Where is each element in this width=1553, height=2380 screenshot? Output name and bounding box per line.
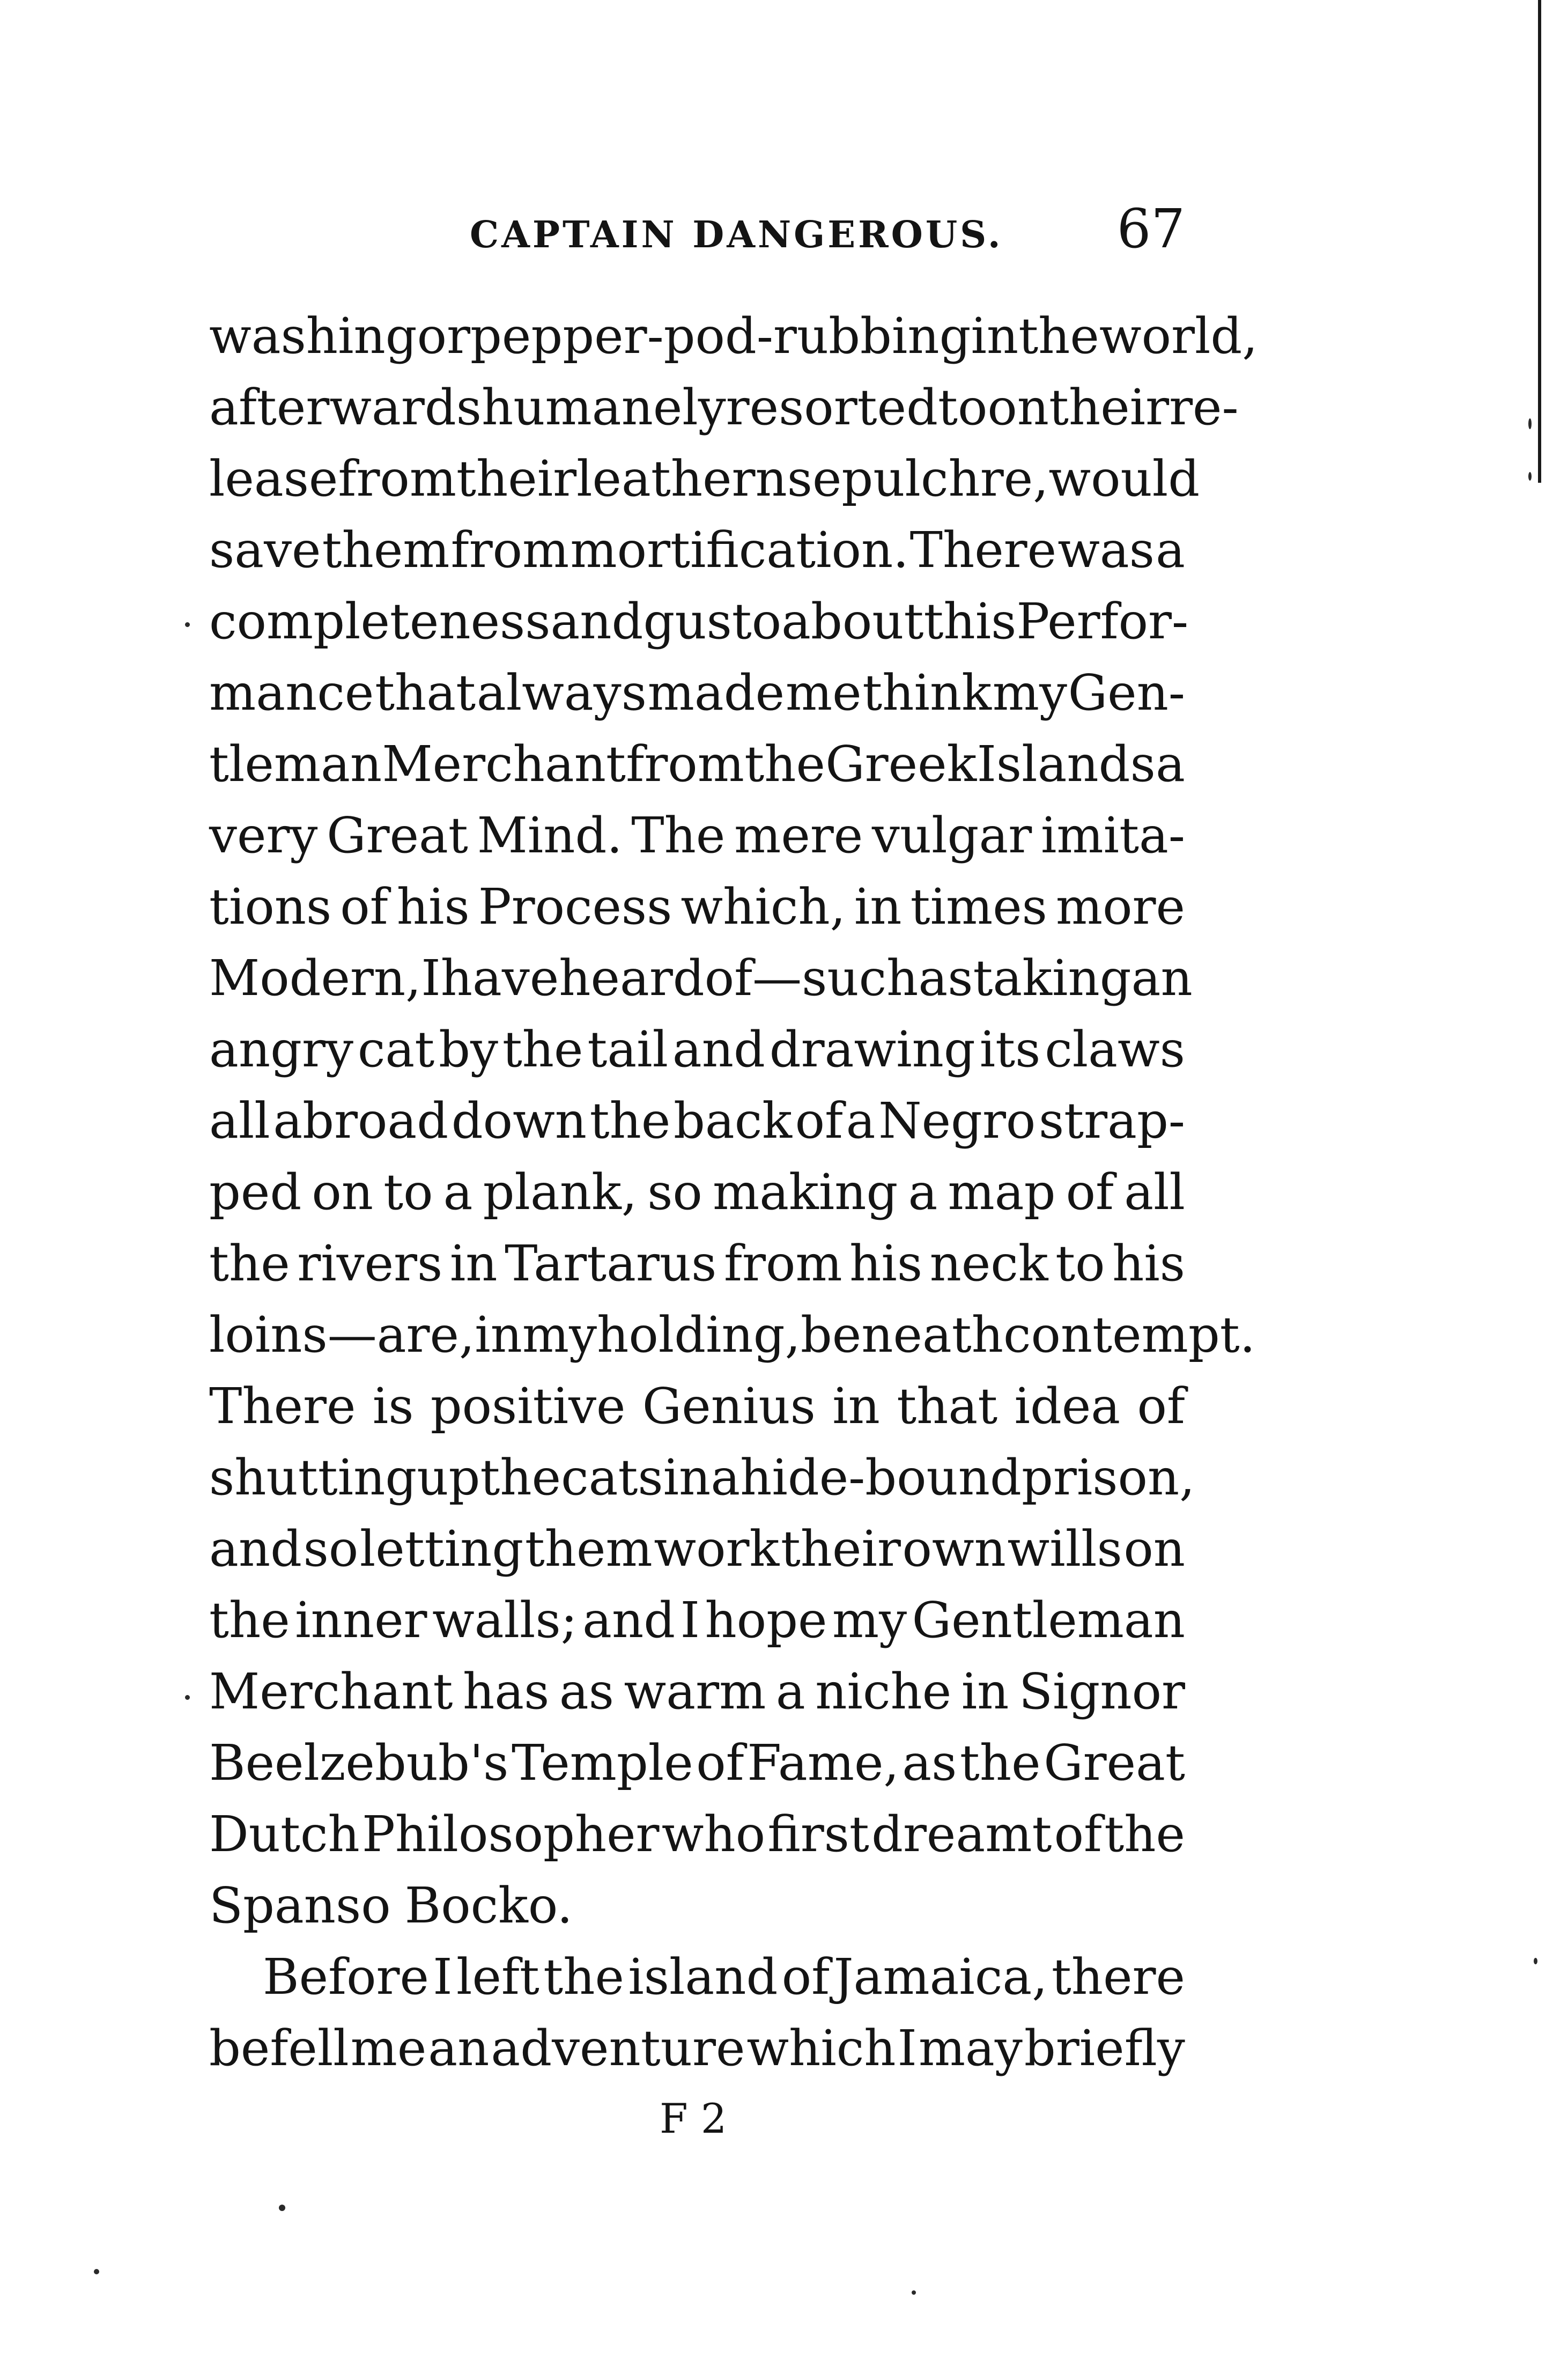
word: of—such: [704, 949, 919, 1007]
text-line: [209, 1085, 1185, 1156]
word: times: [910, 878, 1047, 935]
word: an: [1131, 949, 1193, 1007]
word: loins—are,: [209, 1306, 475, 1364]
word: taking: [973, 949, 1132, 1007]
word: neck: [929, 1235, 1048, 1292]
text-line: [209, 443, 1200, 514]
word: a: [711, 1449, 741, 1506]
word: mere: [734, 807, 863, 864]
text-line: [209, 1442, 1195, 1513]
word: ped: [209, 1163, 302, 1221]
text-line: [209, 1228, 1185, 1299]
word: washing: [209, 307, 417, 365]
word: in: [961, 1663, 1009, 1720]
word: Philosopher: [361, 1806, 660, 1863]
text-line: [209, 942, 1193, 1014]
word: hope: [705, 1591, 827, 1649]
word: as: [918, 949, 973, 1007]
word: I: [421, 949, 441, 1007]
word: beneath: [800, 1306, 1004, 1364]
word: in: [663, 1449, 711, 1506]
word: so: [647, 1163, 702, 1221]
print-speck: [185, 622, 190, 627]
page-number: 67: [1116, 197, 1185, 260]
text-line: [209, 1585, 1185, 1656]
body-text: [209, 300, 1258, 2084]
word: or: [417, 307, 471, 365]
text-line: [209, 657, 1185, 728]
word: more: [1055, 878, 1185, 935]
word: Negro: [878, 1092, 1036, 1150]
word: his: [849, 1235, 923, 1292]
word: the: [209, 1235, 290, 1292]
word: my: [992, 664, 1067, 721]
word: There: [909, 521, 1057, 579]
print-speck: [1528, 418, 1532, 429]
word: mortification.: [570, 521, 909, 579]
word: from: [450, 521, 570, 579]
word: inner: [295, 1591, 427, 1649]
word: mance: [209, 664, 374, 721]
word: his: [1112, 1235, 1185, 1292]
word: of: [1054, 1806, 1103, 1863]
word: lease: [209, 450, 338, 507]
word: my: [522, 1306, 597, 1364]
text-line: [209, 1727, 1185, 1799]
word: Signor: [1018, 1663, 1185, 1720]
word: heard: [559, 949, 705, 1007]
word: of: [1066, 1163, 1114, 1221]
word: which: [746, 2020, 896, 2077]
word: cat: [357, 1021, 435, 1078]
word: think: [862, 664, 992, 721]
word: hide-bound: [740, 1449, 1022, 1506]
print-speck: [279, 2205, 285, 2211]
text-line: [209, 1156, 1185, 1228]
word: letting: [359, 1520, 524, 1578]
word: resorted: [726, 379, 938, 436]
word: on: [312, 1163, 374, 1221]
word: made: [647, 664, 785, 721]
word: idea: [1014, 1377, 1121, 1435]
word: the: [543, 1948, 624, 2006]
word: Gen-: [1068, 664, 1185, 721]
word: in: [854, 878, 902, 935]
word: the: [502, 1021, 583, 1078]
word: pepper-pod-rubbing: [470, 307, 971, 365]
word: all: [209, 1092, 270, 1150]
word: an: [428, 2020, 490, 2077]
text-line: [209, 1799, 1185, 1870]
text-line: [209, 1370, 1185, 1442]
text-line: [209, 800, 1185, 871]
word: in: [832, 1377, 880, 1435]
word: in: [449, 1235, 498, 1292]
word: shutting: [209, 1449, 417, 1506]
word: have: [440, 949, 559, 1007]
word: imita-: [1041, 807, 1185, 864]
word: the: [959, 1734, 1041, 1792]
word: by: [439, 1021, 498, 1078]
word: my: [832, 1591, 907, 1649]
text-line: [209, 728, 1185, 800]
word: a: [1156, 521, 1185, 579]
word: so: [303, 1520, 359, 1578]
word: wills: [1007, 1520, 1122, 1578]
word: left: [456, 1948, 539, 2006]
word: walls;: [432, 1591, 578, 1649]
word: me: [785, 664, 862, 721]
word: Merchant: [209, 1663, 453, 1720]
word: leathern: [576, 450, 787, 507]
word: all: [1124, 1163, 1185, 1221]
word: that: [375, 664, 476, 721]
word: of: [795, 1092, 844, 1150]
word: afterwards: [209, 379, 482, 436]
word: is: [372, 1377, 414, 1435]
word: map: [948, 1163, 1056, 1221]
word: Fame,: [747, 1734, 899, 1792]
word: Beelzebub's: [209, 1734, 509, 1792]
word: was: [1057, 521, 1155, 579]
word: me: [350, 2020, 427, 2077]
word: completeness: [209, 593, 551, 650]
word: Before: [263, 1948, 429, 2006]
word: save: [209, 521, 321, 579]
word: back: [673, 1092, 792, 1150]
text-line: [209, 871, 1185, 942]
print-speck: [912, 2290, 916, 2295]
word: who: [661, 1806, 766, 1863]
word: angry: [209, 1021, 353, 1078]
word: there: [1051, 1948, 1185, 2006]
word: their: [456, 450, 577, 507]
word: making: [712, 1163, 898, 1221]
word: Spanso: [209, 1877, 391, 1934]
word: from: [626, 735, 744, 793]
word: may: [918, 2020, 1023, 2077]
word: that: [897, 1377, 998, 1435]
print-speck: [185, 1695, 190, 1700]
word: gusto: [643, 593, 782, 650]
word: a: [443, 1163, 473, 1221]
text-line: [209, 1656, 1185, 1727]
word: vulgar: [871, 807, 1032, 864]
word: very: [209, 807, 318, 864]
word: tail: [587, 1021, 669, 1078]
word: in: [475, 1306, 522, 1364]
word: I: [897, 2020, 917, 2077]
word: strap-: [1038, 1092, 1185, 1150]
word: the: [209, 1591, 290, 1649]
word: of: [340, 878, 388, 935]
word: always: [476, 664, 647, 721]
word: of: [1137, 1377, 1185, 1435]
word: and: [209, 1520, 302, 1578]
word: of: [781, 1948, 830, 2006]
word: briefly: [1024, 2020, 1185, 2077]
text-line: [209, 300, 1258, 372]
word: its: [979, 1021, 1041, 1078]
word: Great: [1044, 1734, 1185, 1792]
text-line: [209, 372, 1239, 443]
word: the: [1104, 1806, 1185, 1863]
word: Process: [478, 878, 672, 935]
text-line: [209, 1014, 1185, 1085]
word: down: [451, 1092, 587, 1150]
print-speck: [1534, 1958, 1537, 1964]
word: his: [396, 878, 470, 935]
word: I: [680, 1591, 700, 1649]
text-line: [209, 586, 1189, 657]
word: and: [550, 593, 644, 650]
word: plank,: [483, 1163, 638, 1221]
word: to: [383, 1163, 433, 1221]
word: Temple: [511, 1734, 693, 1792]
word: The: [631, 807, 726, 864]
word: abroad: [273, 1092, 449, 1150]
word: has: [463, 1663, 550, 1720]
word: up: [417, 1449, 480, 1506]
word: from: [723, 1235, 842, 1292]
text-line: [209, 1299, 1255, 1370]
word: their: [780, 1520, 901, 1578]
print-speck: [94, 2269, 99, 2274]
word: Greek: [825, 735, 977, 793]
word: Merchant: [382, 735, 626, 793]
word: this: [923, 593, 1017, 650]
word: from: [338, 450, 457, 507]
word: contempt.: [1003, 1306, 1255, 1364]
word: the: [589, 1092, 671, 1150]
word: as: [559, 1663, 614, 1720]
word: Tartarus: [505, 1235, 717, 1292]
word: tleman: [209, 735, 382, 793]
word: about: [781, 593, 924, 650]
page-edge-rule: [1538, 0, 1541, 483]
word: the: [744, 735, 825, 793]
word: tions: [209, 878, 332, 935]
word: sepulchre,: [787, 450, 1049, 507]
word: on: [1123, 1520, 1185, 1578]
word: them: [322, 521, 450, 579]
word: befell: [209, 2020, 349, 2077]
text-line: [209, 1513, 1185, 1585]
word: which,: [681, 878, 846, 935]
word: claws: [1045, 1021, 1185, 1078]
word: There: [209, 1377, 356, 1435]
word: on: [987, 379, 1049, 436]
word: Islands: [977, 735, 1156, 793]
word: Gentleman: [912, 1591, 1185, 1649]
word: niche: [815, 1663, 952, 1720]
word: a: [775, 1663, 805, 1720]
running-title: CAPTAIN DANGEROUS.: [470, 213, 1003, 256]
word: as: [902, 1734, 957, 1792]
word: in: [971, 307, 1019, 365]
word: to: [1055, 1235, 1105, 1292]
word: and: [672, 1021, 765, 1078]
word: cats: [561, 1449, 663, 1506]
word: the: [1018, 307, 1099, 365]
word: dreamt: [871, 1806, 1052, 1863]
word: their: [1048, 379, 1170, 436]
word: a: [908, 1163, 938, 1221]
word: adventure: [491, 2020, 745, 2077]
word: own: [902, 1520, 1006, 1578]
word: Bocko.: [404, 1877, 573, 1934]
word: positive: [430, 1377, 626, 1435]
word: world,: [1099, 307, 1258, 365]
word: a: [1156, 735, 1185, 793]
word: re-: [1169, 379, 1239, 436]
word: first: [767, 1806, 869, 1863]
word: and: [582, 1591, 676, 1649]
signature-mark: F 2: [660, 2095, 727, 2142]
word: humanely: [481, 379, 726, 436]
running-head: [209, 197, 1185, 267]
word: Great: [327, 807, 468, 864]
word: Mind.: [477, 807, 623, 864]
word: Jamaica,: [833, 1948, 1048, 2006]
word: rivers: [297, 1235, 443, 1292]
word: I: [433, 1948, 453, 2006]
word: warm: [624, 1663, 766, 1720]
word: holding,: [597, 1306, 801, 1364]
word: of: [696, 1734, 744, 1792]
word: to: [937, 379, 988, 436]
text-line: [209, 2013, 1185, 2084]
word: Modern,: [209, 949, 421, 1007]
word: them: [524, 1520, 653, 1578]
word: work: [654, 1520, 780, 1578]
word: would: [1048, 450, 1200, 507]
word: drawing: [769, 1021, 975, 1078]
word: Dutch: [209, 1806, 360, 1863]
print-speck: [1528, 472, 1532, 481]
word: island: [628, 1948, 778, 2006]
word: the: [480, 1449, 561, 1506]
word: Perfor-: [1016, 593, 1189, 650]
word: Genius: [642, 1377, 816, 1435]
word: prison,: [1021, 1449, 1195, 1506]
word: a: [846, 1092, 876, 1150]
text-line: [209, 1870, 1185, 1941]
text-line: [209, 1941, 1185, 2013]
text-line: [209, 514, 1185, 586]
